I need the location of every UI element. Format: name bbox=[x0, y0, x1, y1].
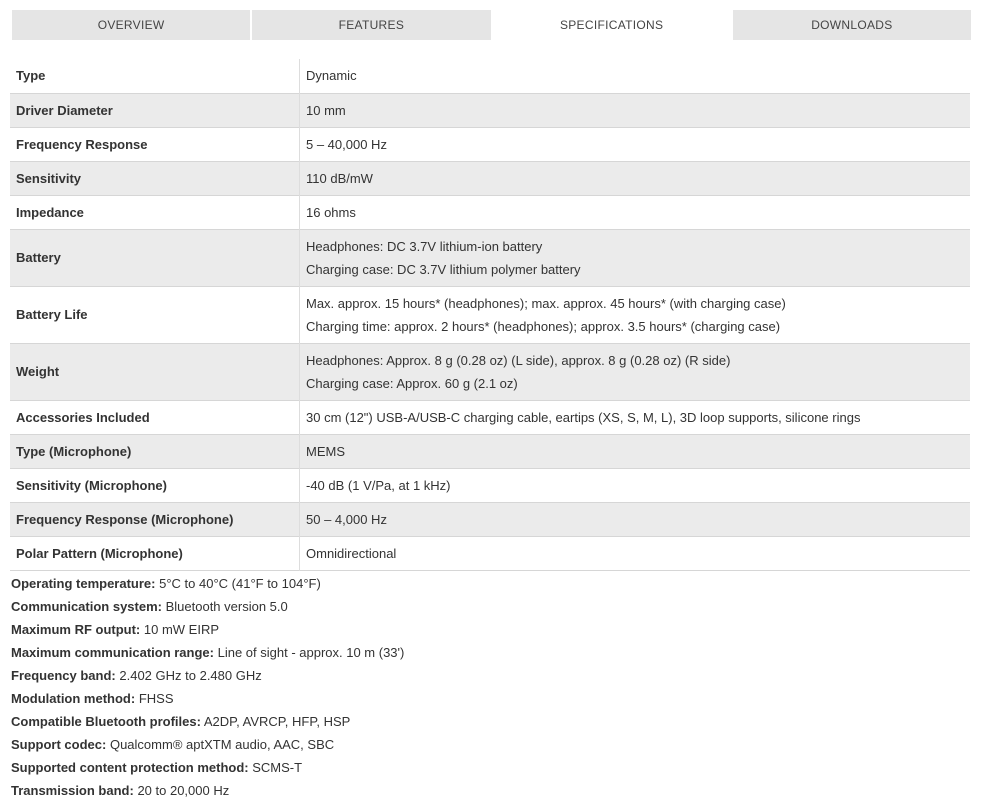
spec-value-line: Dynamic bbox=[306, 68, 357, 84]
specifications-table bbox=[10, 59, 970, 571]
spec-value-line: MEMS bbox=[306, 443, 345, 459]
spec-row bbox=[10, 127, 970, 161]
spec-row bbox=[10, 536, 970, 570]
extra-spec-line bbox=[11, 710, 971, 733]
extra-spec-label: Operating temperature: bbox=[11, 576, 156, 591]
spec-row bbox=[10, 93, 970, 127]
spec-row bbox=[10, 502, 970, 536]
spec-row bbox=[10, 195, 970, 229]
extra-spec-label: Modulation method: bbox=[11, 691, 136, 706]
spec-value bbox=[300, 468, 971, 502]
extra-spec-label: Supported content protection method: bbox=[11, 760, 249, 775]
extra-spec-value: 2.402 GHz to 2.480 GHz bbox=[119, 668, 262, 683]
spec-value bbox=[300, 400, 971, 434]
extra-spec-label: Compatible Bluetooth profiles: bbox=[11, 714, 201, 729]
spec-label: Driver Diameter bbox=[16, 102, 113, 118]
spec-label: Polar Pattern (Microphone) bbox=[16, 545, 183, 561]
spec-label: Type (Microphone) bbox=[16, 443, 132, 459]
extra-spec-value: A2DP, AVRCP, HFP, HSP bbox=[203, 714, 351, 729]
spec-label: Type bbox=[16, 68, 46, 84]
spec-row bbox=[10, 286, 970, 343]
spec-value-line: 110 dB/mW bbox=[306, 170, 373, 186]
spec-label: Battery bbox=[16, 250, 61, 265]
spec-label: Sensitivity (Microphone) bbox=[16, 477, 167, 493]
spec-value bbox=[300, 343, 971, 400]
spec-value-line: Max. approx. 15 hours* (headphones); max. approx. 45 hours* (with charging case) bbox=[306, 295, 786, 311]
extra-spec-line bbox=[11, 595, 971, 618]
extra-spec-line bbox=[11, 779, 971, 802]
spec-value bbox=[300, 127, 971, 161]
spec-value bbox=[300, 93, 971, 127]
spec-label: Impedance bbox=[16, 204, 84, 220]
spec-value bbox=[300, 229, 971, 286]
tab-overview[interactable]: OVERVIEW bbox=[12, 10, 250, 40]
extra-spec-label: Maximum communication range: bbox=[11, 645, 214, 660]
extra-spec-line bbox=[11, 733, 971, 756]
extra-spec-value: 5°C to 40°C (41°F to 104°F) bbox=[159, 576, 321, 591]
spec-value-line: -40 dB (1 V/Pa, at 1 kHz) bbox=[306, 477, 451, 493]
spec-row bbox=[10, 468, 970, 502]
spec-value-line: Headphones: Approx. 8 g (0.28 oz) (L side), approx. 8 g (0.28 oz) (R side) bbox=[306, 352, 731, 368]
extra-spec-value: Bluetooth version 5.0 bbox=[165, 599, 288, 614]
spec-row bbox=[10, 434, 970, 468]
tab-specifications[interactable]: SPECIFICATIONS bbox=[493, 10, 731, 40]
spec-value-line: Omnidirectional bbox=[306, 545, 397, 561]
extra-spec-line bbox=[11, 756, 971, 779]
tab-bar bbox=[12, 10, 971, 40]
extra-spec-label: Support codec: bbox=[11, 737, 107, 752]
spec-value-line: 50 – 4,000 Hz bbox=[306, 511, 387, 527]
extra-spec-label: Maximum RF output: bbox=[11, 622, 141, 637]
extra-spec-line bbox=[11, 572, 971, 595]
spec-value bbox=[300, 59, 971, 93]
extra-spec-label: Transmission band: bbox=[11, 783, 134, 798]
spec-row bbox=[10, 229, 970, 286]
spec-label: Weight bbox=[16, 364, 60, 379]
spec-value-line: Charging case: DC 3.7V lithium polymer battery bbox=[306, 261, 581, 277]
spec-value-line: 5 – 40,000 Hz bbox=[306, 136, 387, 152]
extra-spec-line bbox=[11, 618, 971, 641]
spec-value bbox=[300, 536, 971, 570]
tab-downloads[interactable]: DOWNLOADS bbox=[733, 10, 971, 40]
spec-value-line: Charging time: approx. 2 hours* (headphones); approx. 3.5 hours* (charging case) bbox=[306, 318, 781, 334]
extra-spec-value: Qualcomm® aptXTM audio, AAC, SBC bbox=[109, 737, 335, 752]
tab-features[interactable]: FEATURES bbox=[252, 10, 490, 40]
extra-spec-value: 20 to 20,000 Hz bbox=[137, 783, 230, 798]
spec-row bbox=[10, 161, 970, 195]
spec-row bbox=[10, 343, 970, 400]
extra-spec-label: Communication system: bbox=[11, 599, 162, 614]
extra-spec-value: 10 mW EIRP bbox=[143, 622, 220, 637]
spec-label: Frequency Response (Microphone) bbox=[16, 511, 234, 527]
spec-value bbox=[300, 195, 971, 229]
spec-row bbox=[10, 400, 970, 434]
extra-spec-line bbox=[11, 641, 971, 664]
extra-spec-value: SCMS-T bbox=[252, 760, 303, 775]
spec-value-line: 10 mm bbox=[306, 102, 346, 118]
spec-value bbox=[300, 434, 971, 468]
spec-row bbox=[10, 59, 970, 93]
spec-value bbox=[300, 286, 971, 343]
spec-value-line: Headphones: DC 3.7V lithium-ion battery bbox=[306, 238, 543, 254]
extra-spec-line bbox=[11, 687, 971, 710]
spec-value-line: Charging case: Approx. 60 g (2.1 oz) bbox=[306, 375, 518, 391]
spec-value bbox=[300, 502, 971, 536]
extra-spec-value: FHSS bbox=[138, 691, 174, 706]
spec-value-line: 16 ohms bbox=[306, 204, 356, 220]
spec-label: Battery Life bbox=[16, 307, 88, 322]
spec-value bbox=[300, 161, 971, 195]
spec-value-line: 30 cm (12") USB-A/USB-C charging cable, eartips (XS, S, M, L), 3D loop supports, silicone rings bbox=[306, 409, 861, 425]
spec-label: Frequency Response bbox=[16, 136, 148, 152]
additional-specifications bbox=[11, 572, 971, 802]
extra-spec-value: Line of sight - approx. 10 m (33') bbox=[217, 645, 405, 660]
extra-spec-line bbox=[11, 664, 971, 687]
spec-label: Sensitivity bbox=[16, 170, 82, 186]
extra-spec-label: Frequency band: bbox=[11, 668, 116, 683]
spec-label: Accessories Included bbox=[16, 409, 150, 425]
